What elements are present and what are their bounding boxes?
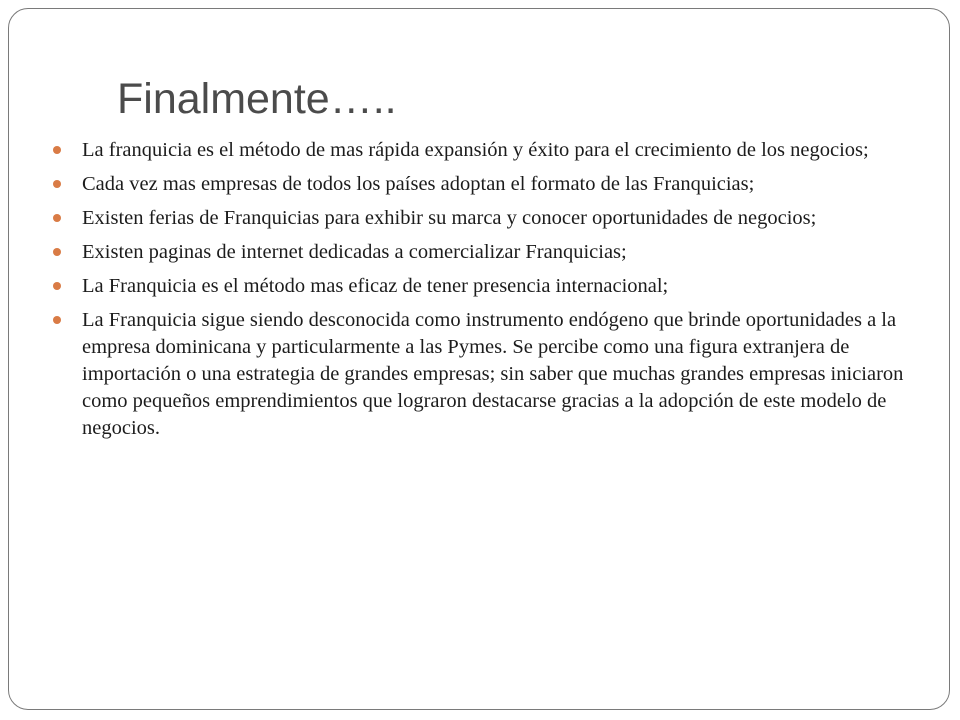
bullet-list [53,137,923,442]
slide-title: Finalmente….. [117,75,397,123]
bullet-dot-icon [53,180,61,188]
slide-frame [8,8,950,710]
bullet-item [53,205,923,232]
bullet-dot-icon [53,214,61,222]
bullet-dot-icon [53,316,61,324]
bullet-text: La franquicia es el método de mas rápida expansión y éxito para el crecimiento de los negocios; [82,139,869,161]
bullet-item [53,239,923,266]
bullet-item [53,137,923,164]
bullet-dot-icon [53,248,61,256]
bullet-text: Existen paginas de internet dedicadas a comercializar Franquicias; [82,241,627,263]
bullet-item [53,171,923,198]
bullet-item [53,307,923,442]
bullet-text: La Franquicia sigue siendo desconocida como instrumento endógeno que brinde oportunidades a la empresa dominicana y particularmente a las Pymes. Se percibe como una figura extranjera de importación o una estrategia de grandes empresas; sin saber que muchas grandes empresas iniciaron como pequeños emprendimientos que lograron destacarse gracias a la adopción de este modelo de negocios. [82,309,904,439]
bullet-dot-icon [53,282,61,290]
bullet-text: Cada vez mas empresas de todos los países adoptan el formato de las Franquicias; [82,173,755,195]
bullet-text: Existen ferias de Franquicias para exhibir su marca y conocer oportunidades de negocios; [82,207,817,229]
bullet-text: La Franquicia es el método mas eficaz de tener presencia internacional; [82,275,669,297]
bullet-item [53,273,923,300]
bullet-dot-icon [53,146,61,154]
